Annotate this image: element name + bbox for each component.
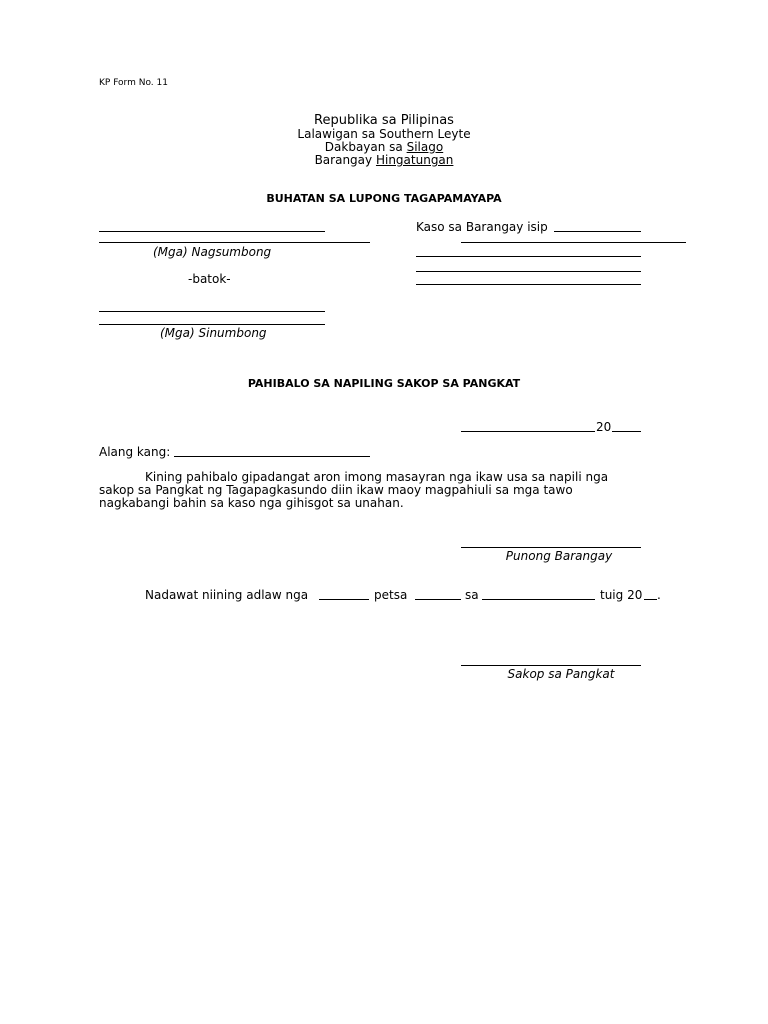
pangkat-member-signature-line[interactable] (461, 665, 641, 666)
complainant-line-1[interactable] (99, 231, 325, 232)
respondent-line-2[interactable] (99, 324, 325, 325)
province-prefix: Lalawigan sa (297, 127, 376, 141)
respondent-line-1[interactable] (99, 311, 325, 312)
received-prefix: Nadawat niining adlaw nga (145, 588, 309, 602)
body-line-3: nagkabangi bahin sa kaso nga gihisgot sa unahan. (99, 496, 404, 510)
respondents-label: (Mga) Sinumbong (160, 326, 267, 340)
date-field[interactable] (461, 431, 595, 432)
republic-heading: Republika sa Pilipinas (314, 113, 454, 128)
received-day-field[interactable] (319, 599, 369, 600)
office-title: BUHATAN SA LUPONG TAGAPAMAYAPA (266, 192, 502, 205)
received-petsa: petsa (374, 588, 408, 602)
versus-label: -batok- (188, 272, 231, 286)
barangay-name: Hingatungan (375, 153, 454, 167)
received-date-field[interactable] (415, 599, 461, 600)
complainant-line-2[interactable] (99, 242, 370, 243)
city-name: Silago (406, 140, 444, 154)
received-month-field[interactable] (482, 599, 595, 600)
notice-title: PAHIBALO SA NAPILING SAKOP SA PANGKAT (247, 377, 521, 390)
body-line-2: sakop sa Pangkat ng Tagapagkasundo diin ikaw maoy magpahiuli sa mga tawo (99, 483, 573, 497)
case-title-line-4[interactable] (416, 284, 641, 285)
province-name: Southern Leyte (379, 127, 471, 141)
case-number-field[interactable] (554, 231, 641, 232)
case-number-label: Kaso sa Barangay isip (416, 220, 548, 234)
punong-barangay-signature-line[interactable] (461, 547, 641, 548)
barangay-prefix: Barangay (314, 153, 373, 167)
pangkat-member-label: Sakop sa Pangkat (507, 667, 615, 681)
addressee-field[interactable] (174, 456, 370, 457)
received-year-field[interactable] (644, 599, 657, 600)
complainants-label: (Mga) Nagsumbong (153, 245, 272, 259)
province-line (234, 127, 534, 141)
barangay-line (234, 153, 534, 167)
form-number: KP Form No. 11 (99, 78, 168, 88)
case-title-line-2[interactable] (416, 256, 641, 257)
received-year-prefix: tuig 20 (600, 588, 643, 602)
received-sa: sa (465, 588, 479, 602)
city-line (234, 140, 534, 154)
received-end: . (657, 588, 661, 602)
punong-barangay-label: Punong Barangay (505, 549, 613, 563)
case-title-line-1[interactable] (461, 242, 686, 243)
body-line-1: Kining pahibalo gipadangat aron imong masayran nga ikaw usa sa napili nga (145, 470, 609, 484)
addressee-label: Alang kang: (99, 445, 171, 459)
city-prefix: Dakbayan sa (324, 140, 403, 154)
year-field[interactable] (612, 431, 641, 432)
year-prefix: 20 (596, 420, 612, 434)
case-title-line-3[interactable] (416, 271, 641, 272)
